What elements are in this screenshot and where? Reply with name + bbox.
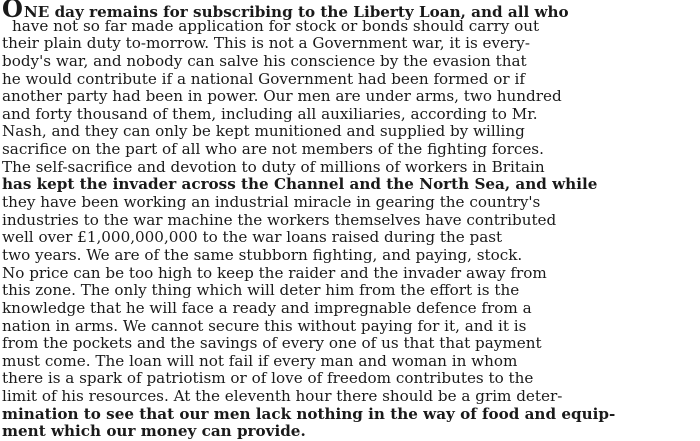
article-line-21: must come. The loan will not fail if every man and woman in whom [2,351,518,370]
article-line-24: mination to see that our men lack nothing in the way of food and equip- [2,404,616,423]
article-line-17: this zone. The only thing which will deter him from the effort is the [2,281,520,300]
article-line-10: The self-sacrifice and devotion to duty of millions of workers in Britain [2,157,545,176]
article-line-20: from the pockets and the savings of every one of us that that payment [2,334,542,353]
article-line-12: they have been working an industrial miracle in gearing the country's [2,193,541,212]
article-line-14: well over £1,000,000,000 to the war loans raised during the past [2,228,503,247]
article-line-2: have not so far made application for stock or bonds should carry out [12,16,540,35]
article-line-16: No price can be too high to keep the raider and the invader away from [2,263,547,282]
newspaper-article [2,0,698,441]
article-line-9: sacrifice on the part of all who are not members of the fighting forces. [2,140,544,159]
article-line-15: two years. We are of the same stubborn fighting, and paying, stock. [2,245,523,264]
article-line-7: and forty thousand of them, including all auxiliaries, according to Mr. [2,104,538,123]
drop-cap-letter: O [2,0,23,23]
article-line-text: NE day remains for subscribing to the Liberty Loan, and all who [23,3,569,21]
article-line-5: he would contribute if a national Government had been formed or if [2,69,525,88]
article-line-25: ment which our money can provide. [2,422,306,441]
article-line-13: industries to the war machine the workers themselves have contributed [2,210,557,229]
article-line-1 [2,0,698,23]
article-line-18: knowledge that he will face a ready and impregnable defence from a [2,298,532,317]
article-line-19: nation in arms. We cannot secure this without paying for it, and it is [2,316,527,335]
article-line-22: there is a spark of patriotism or of love of freedom contributes to the [2,369,534,388]
article-line-11: has kept the invader across the Channel and the North Sea, and while [2,175,598,194]
article-line-8: Nash, and they can only be kept munitioned and supplied by willing [2,122,525,141]
article-line-3: their plain duty to-morrow. This is not a Government war, it is every- [2,34,530,53]
article-line-6: another party had been in power. Our men are under arms, two hundred [2,87,562,106]
article-line-23: limit of his resources. At the eleventh hour there should be a grim deter- [2,387,563,406]
article-line-4: body's war, and nobody can salve his conscience by the evasion that [2,51,527,70]
